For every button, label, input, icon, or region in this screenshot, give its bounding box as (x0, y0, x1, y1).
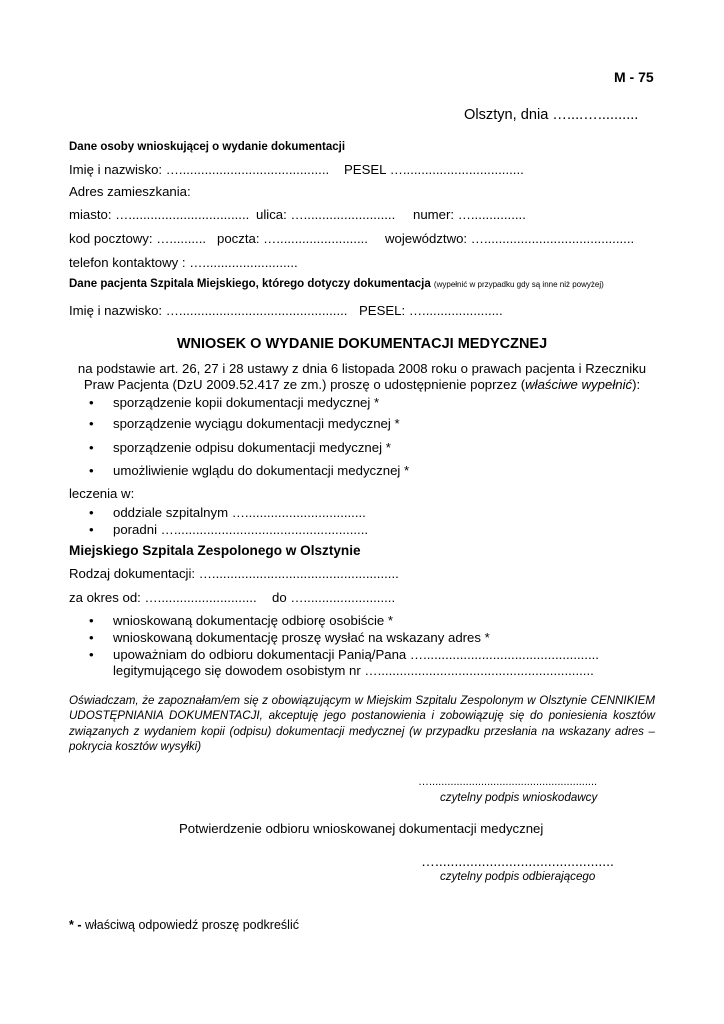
receipt-title: Potwierdzenie odbioru wnioskowanej dokumentacji medycznej (179, 821, 544, 836)
option-transcript[interactable]: sporządzenie odpisu dokumentacji medycznej * (113, 440, 391, 455)
pickup-authorized-person[interactable]: upoważniam do odbioru dokumentacji Panią/Pana …................................................ (113, 647, 599, 662)
treatment-clinic-field[interactable]: poradni …..................................................... (113, 522, 369, 537)
applicant-pesel-field[interactable]: PESEL …................................. (344, 162, 524, 177)
legal-basis-line1: na podstawie art. 26, 27 i 28 ustawy z dnia 6 listopada 2008 roku o prawach pacjenta i Rzeczniku (77, 361, 647, 376)
footnote (69, 918, 299, 932)
request-title: WNIOSEK O WYDANIE DOKUMENTACJI MEDYCZNEJ (176, 336, 548, 352)
patient-pesel-field[interactable]: PESEL: …...................... (359, 303, 503, 318)
city-date-line: Olsztyn, dnia …....….......... (464, 107, 639, 123)
option-copy[interactable]: sporządzenie kopii dokumentacji medycznej * (113, 395, 380, 410)
applicant-signature-label: czytelny podpis wnioskodawcy (440, 791, 598, 804)
city-field[interactable]: miasto: …................................. (69, 207, 250, 222)
receiver-signature-line[interactable]: ….............................................. (421, 853, 614, 869)
bullet-icon: • (89, 440, 94, 455)
footnote-text: właściwą odpowiedź proszę podkreślić (84, 918, 299, 932)
bullet-icon: • (89, 522, 94, 537)
legal-basis-line2-italic: właściwe wypełnić (525, 377, 633, 392)
receiver-signature-label: czytelny podpis odbierającego (440, 870, 596, 883)
pickup-mail[interactable]: wnioskowaną dokumentację proszę wysłać na wskazany adres * (113, 630, 490, 645)
patient-section-title (69, 278, 604, 290)
address-label: Adres zamieszkania: (69, 184, 191, 199)
treatment-ward-field[interactable]: oddziale szpitalnym …................................. (113, 505, 366, 520)
applicant-signature-line[interactable]: …....................................................... (418, 776, 598, 788)
option-inspection[interactable]: umożliwienie wglądu do dokumentacji medycznej * (113, 463, 410, 478)
declaration-text: Oświadczam, że zapoznałam/em się z obowiązującym w Miejskim Szpitalu Zespolonym w Olsztynie CENNIKIEM UDOSTĘPNIANIA DOKUMENTACJI, akceptuję jego postanowienia i zobowiązuję się do poniesienia kosztów związanych z wydaniem kopii (odpisu) dokumentacji medycznej (w przypadku przesłania na wskazany adres – pokrycia kosztów wysyłki) (69, 694, 655, 754)
legal-basis-line2-end: ): (632, 377, 641, 392)
phone-field[interactable]: telefon kontaktowy : ….......................... (69, 255, 298, 270)
applicant-section-title: Dane osoby wnioskującej o wydanie dokumentacji (69, 141, 346, 153)
patient-section-note: (wypełnić w przypadku gdy są inne niż powyżej) (433, 280, 604, 289)
period-to-field[interactable]: do …......................... (272, 590, 396, 605)
postal-code-field[interactable]: kod pocztowy: ….......... (69, 231, 207, 246)
house-number-field[interactable]: numer: …............... (413, 207, 526, 222)
period-from-field[interactable]: za okres od: …........................... (69, 590, 257, 605)
footnote-star: * - (69, 918, 82, 932)
doc-type-field[interactable]: Rodzaj dokumentacji: …................................................... (69, 566, 399, 581)
patient-name-field[interactable]: Imię i nazwisko: ….............................................. (69, 303, 348, 318)
form-code: M - 75 (614, 69, 654, 85)
bullet-icon: • (89, 505, 94, 520)
option-excerpt[interactable]: sporządzenie wyciągu dokumentacji medycznej * (113, 416, 400, 431)
pickup-personal[interactable]: wnioskowaną dokumentację odbiorę osobiście * (113, 613, 394, 628)
bullet-icon: • (89, 630, 94, 645)
applicant-name-field[interactable]: Imię i nazwisko: …......................................... (69, 162, 330, 177)
bullet-icon: • (89, 613, 94, 628)
bullet-icon: • (89, 395, 94, 410)
bullet-icon: • (89, 647, 94, 662)
patient-section-title-text: Dane pacjenta Szpitala Miejskiego, którego dotyczy dokumentacja (69, 278, 431, 290)
post-office-field[interactable]: poczta: …......................... (217, 231, 368, 246)
pickup-id-number-field[interactable]: legitymującego się dowodem osobistym nr …........................................................... (113, 663, 594, 678)
bullet-icon: • (89, 463, 94, 478)
street-field[interactable]: ulica: …......................... (256, 207, 396, 222)
voivodeship-field[interactable]: województwo: …......................................... (385, 231, 635, 246)
legal-basis-line2-start: Praw Pacjenta (DzU 2009.52.417 ze zm.) proszę o udostępnienie poprzez ( (83, 377, 526, 392)
hospital-name: Miejskiego Szpitala Zespolonego w Olsztynie (69, 543, 361, 558)
bullet-icon: • (89, 416, 94, 431)
legal-basis-line2 (0, 377, 724, 392)
treatment-label: leczenia w: (69, 486, 135, 501)
